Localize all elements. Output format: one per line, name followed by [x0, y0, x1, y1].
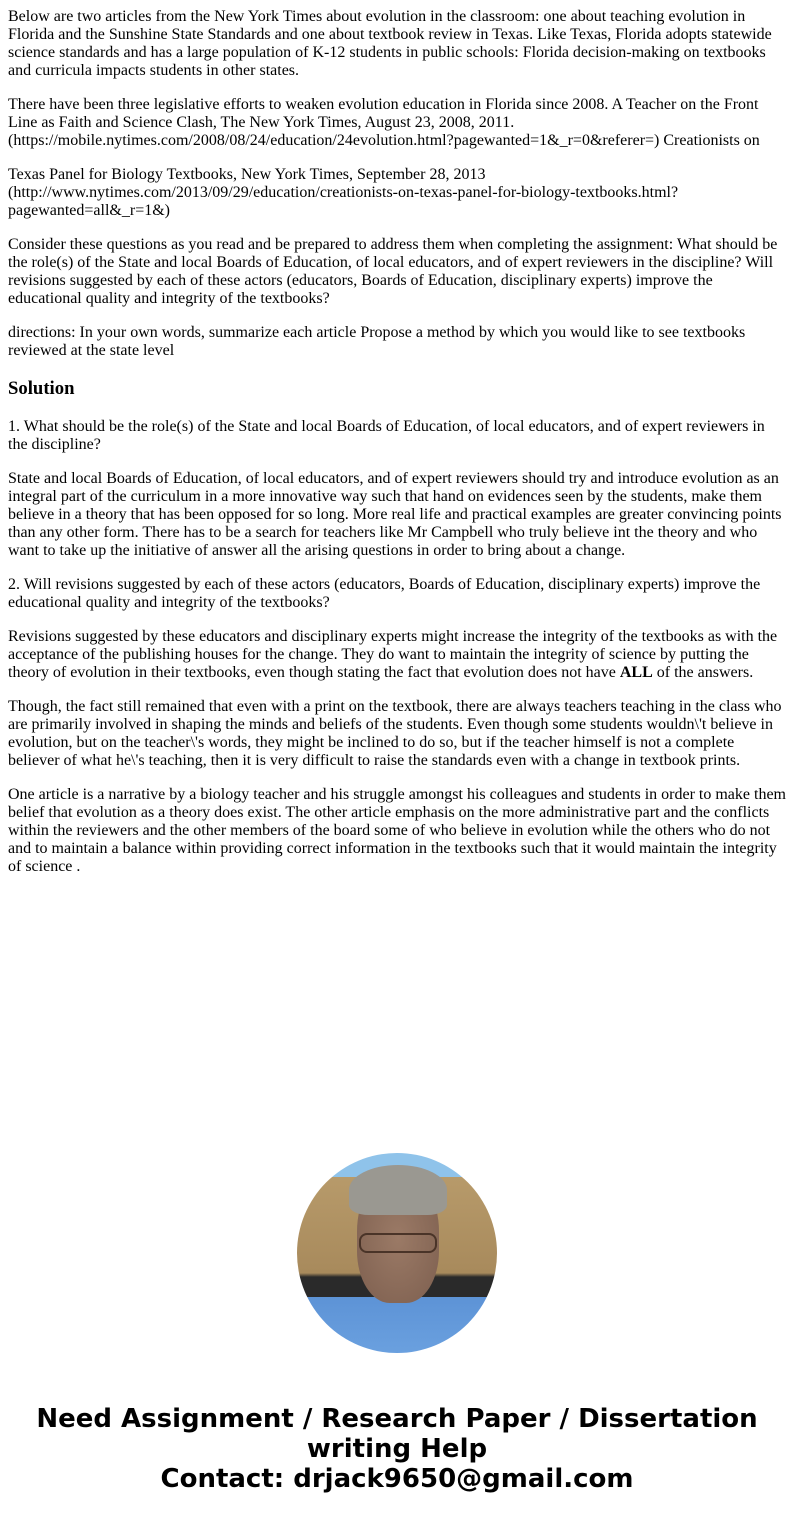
question-intro: Below are two articles from the New York Times about evolution in the classroom: one about teaching evolution in Florida and the Sunshine State Standards and one about textbook review in Texas. Like Texas, Florida adopts statewide science standards and has a large population of K-12 students in public schools: Florida decision-making on textbooks and curricula impacts students in other states.	[8, 8, 772, 79]
solution-q2: 2. Will revisions suggested by each of these actors (educators, Boards of Education, disciplinary experts) improve the educational quality and integrity of the textbooks?	[8, 576, 761, 611]
footer-help-text: Need Assignment / Research Paper / Dissertation writing Help	[36, 1404, 758, 1464]
solution-a3: Though, the fact still remained that even with a print on the textbook, there are always teachers teaching in the class who are primarily involved in shaping the minds and beliefs of the students. Even though some students wouldn\'t believe in evolution, but on the teacher\'s words, they might be inclined to do so, but if the teacher himself is not a complete believer of what he\'s teaching, then it is very difficult to raise the standards even with a change in textbook prints.	[8, 698, 782, 769]
solution-summary: One article is a narrative by a biology teacher and his struggle amongst his colleagues and students in order to make them belief that evolution as a theory does exist. The other article emphasis on the more administrative part and the conflicts within the reviewers and the other members of the board some of who believe in evolution while the others who do not and to maintain a balance within providing correct information in the textbooks such that it would maintain the integrity of science .	[8, 786, 786, 875]
question-article-2: Texas Panel for Biology Textbooks, New York Times, September 28, 2013 (http://www.nytimes.com/2013/09/29/education/creationists-on-texas-panel-for-biology-textbooks.html?pagewanted=all&_r=1&)	[8, 166, 679, 219]
question-article-1: There have been three legislative efforts to weaken evolution education in Florida since 2008. A Teacher on the Front Line as Faith and Science Clash, The New York Times, August 23, 2008, 2011. (https://mobile.nytimes.com/2008/08/24/education/24evolution.html?pagewanted=1&_r=0&referer=) Creationists on	[8, 96, 760, 149]
question-considerations: Consider these questions as you read and be prepared to address them when completing the assignment: What should be the role(s) of the State and local Boards of Education, of local educators, and of expert reviewers in the discipline? Will revisions suggested by each of these actors (educators, Boards of Education, disciplinary experts) improve the educational quality and integrity of the textbooks?	[8, 236, 778, 307]
solution-a1: State and local Boards of Education, of local educators, and of expert reviewers should try and introduce evolution as an integral part of the curriculum in a more innovative way such that hand on evidences seen by the students, make them believe in a theory that has been opposed for so long. More real life and practical examples are greater convincing points than any other form. There has to be a search for teachers like Mr Campbell who truly believe int the theory and who want to take up the initiative of answer all the arising questions in order to bring about a change.	[8, 470, 782, 559]
solution-a2-emphasis: ALL	[619, 664, 653, 681]
avatar-hair	[349, 1165, 447, 1215]
solution-a2-text: Revisions suggested by these educators and disciplinary experts might increase the integrity of the textbooks as with the acceptance of the publishing houses for the change. They do want to maintain the integrity of science by putting the theory of evolution in their textbooks, even though stating the fact that evolution does not have	[8, 628, 778, 681]
contact-footer	[0, 1404, 794, 1494]
footer-contact: Contact: drjack9650@gmail.com	[160, 1464, 634, 1494]
avatar-glasses	[359, 1233, 437, 1253]
solution-heading: Solution	[8, 378, 75, 399]
solution-a2	[8, 628, 786, 682]
question-directions: directions: In your own words, summarize each article Propose a method by which you would like to see textbooks reviewed at the state level	[8, 324, 746, 359]
solution-a2-tail: of the answers.	[652, 664, 754, 681]
author-avatar	[297, 1153, 497, 1353]
solution-q1: 1. What should be the role(s) of the State and local Boards of Education, of local educators, and of expert reviewers in the discipline?	[8, 418, 765, 453]
